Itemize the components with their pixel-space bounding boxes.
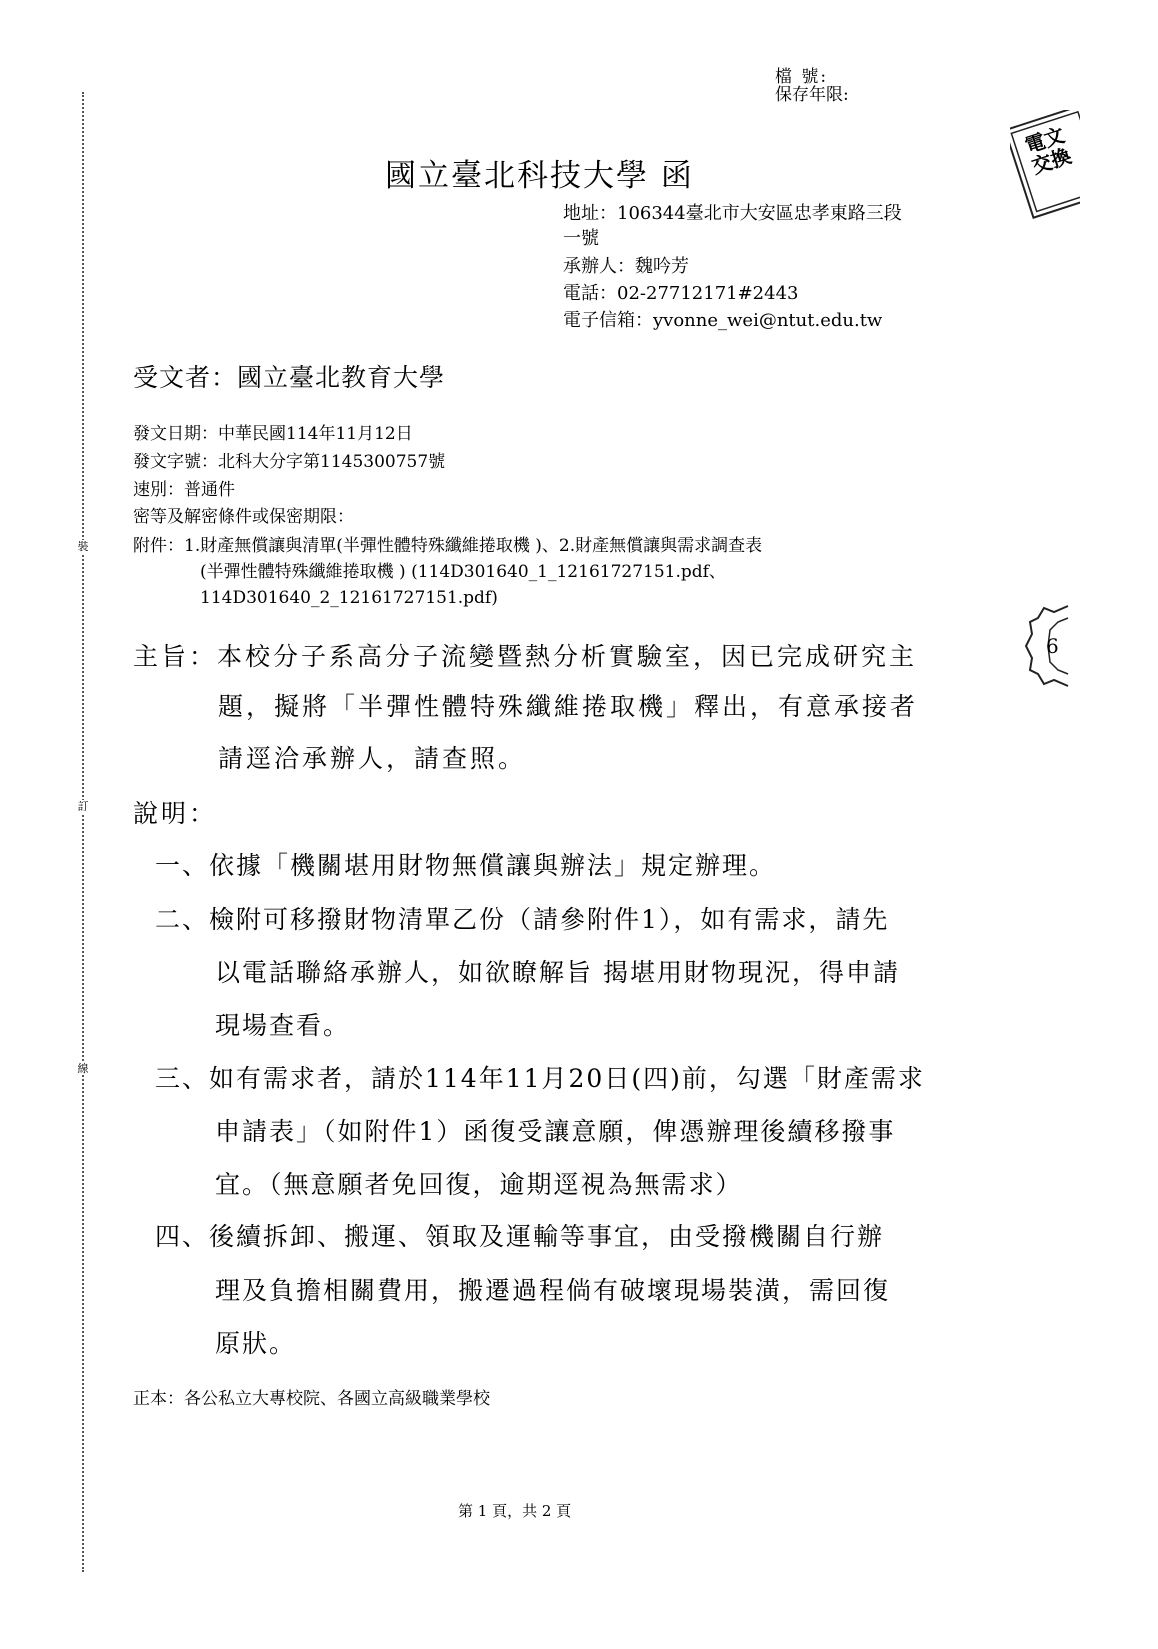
binding-mark-ding: 訂 [77,800,89,813]
explanation-item2-line2: 以電話聯絡承辦人，如欲瞭解旨 揭堪用財物現況，得申請 [215,958,900,987]
page-footer: 第 1 頁，共 2 頁 [458,1502,572,1520]
attachment-line2: (半彈性體特殊纖維捲取機 ) (114D301640_1_12161727151.pdf、 [200,562,726,582]
binding-mark-xian: 線 [77,1062,89,1075]
sender-phone: 電話：02-27712171#2443 [563,283,799,304]
speed-class: 速別：普通件 [133,480,235,500]
binding-dotted-line [82,92,84,1572]
retention-label: 保存年限: [775,85,849,105]
sender-address-line2: 一號 [563,228,599,249]
subject-line1: 主旨：本校分子系高分子流變暨熱分析實驗室，因已完成研究主 [133,642,918,671]
carbon-copy: 正本：各公私立大專校院、各國立高級職業學校 [133,1389,490,1409]
attachment-line1: 附件：1.財產無償讓與清單(半彈性體特殊纖維捲取機 )、2.財產無償讓與需求調查表 [133,536,763,556]
subject-line3: 請逕洽承辦人，請查照。 [218,744,527,773]
sender-address-line1: 地址：106344臺北市大安區忠孝東路三段 [563,203,902,224]
explanation-item3-line3: 宜。（無意願者免回復，逾期逕視為無需求） [215,1170,743,1199]
attachment-line3: 114D301640_2_12161727151.pdf) [200,588,498,608]
explanation-item3-line1: 三、如有需求者，請於114年11月20日(四)前，勾選「財產需求 [155,1064,925,1093]
sender-email: 電子信箱：yvonne_wei@ntut.edu.tw [563,310,883,331]
explanation-item3-line2: 申請表」（如附件1）函復受讓意願，俾憑辦理後續移撥事 [215,1117,896,1146]
side-seal [1024,602,1072,690]
side-seal-number: 6 [1046,634,1059,658]
document-title: 國立臺北科技大學 函 [385,158,694,194]
recipient: 受文者：國立臺北教育大學 [133,363,446,392]
explanation-heading: 說明： [133,799,218,828]
issue-date: 發文日期：中華民國114年11月12日 [133,424,413,444]
document-number: 發文字號：北科大分字第1145300757號 [133,452,446,472]
exchange-stamp [1010,110,1080,220]
file-number-label: 檔 號: [775,67,829,87]
binding-mark-zhuang: 裝 [77,540,89,553]
explanation-item4-line3: 原狀。 [215,1329,297,1358]
explanation-item2-line1: 二、檢附可移撥財物清單乙份（請參附件1），如有需求，請先 [155,905,890,934]
explanation-item1-line1: 一、依據「機關堪用財物無償讓與辦法」規定辦理。 [155,851,777,880]
explanation-item4-line1: 四、後續拆卸、搬運、領取及運輸等事宜，由受撥機關自行辦 [155,1222,885,1251]
subject-line2: 題，擬將「半彈性體特殊纖維捲取機」釋出，有意承接者 [218,692,919,721]
explanation-item4-line2: 理及負擔相關費用，搬遷過程倘有破壞現場裝潢，需回復 [215,1276,891,1305]
sender-contact: 承辦人：魏吟芳 [563,256,689,277]
exchange-stamp-text: 電文交換 [1021,122,1075,179]
secrecy-level: 密等及解密條件或保密期限： [133,507,354,527]
explanation-item2-line3: 現場查看。 [215,1011,351,1040]
